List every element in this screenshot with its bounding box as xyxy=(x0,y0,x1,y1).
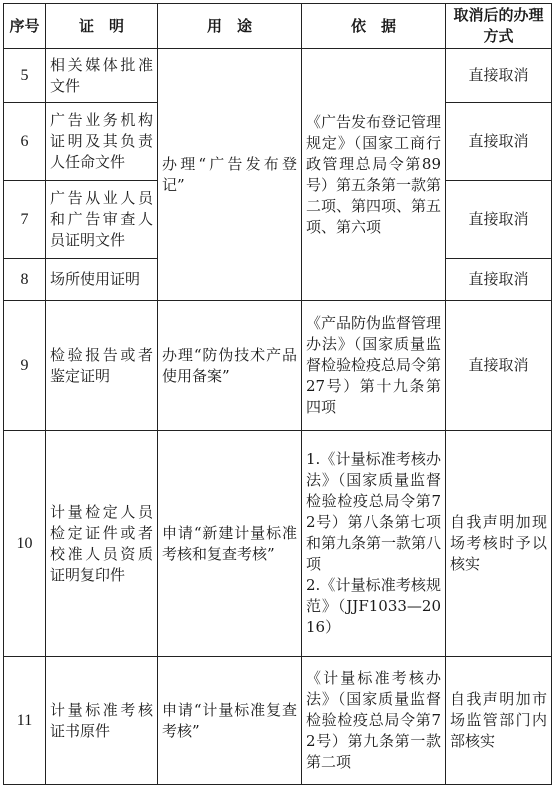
certificate-name: 相关媒体批准文件 xyxy=(46,49,158,103)
header-purpose: 用 途 xyxy=(158,4,302,49)
cancel-method: 自我声明加现场考核时予以核实 xyxy=(446,431,552,657)
basis-item-1: 1.《计量标准考核办法》（国家质量监督检验检疫总局令第72号）第八条第七项和第九条第一款第八项 xyxy=(306,450,442,573)
table-row xyxy=(4,49,552,103)
header-certificate: 证 明 xyxy=(46,4,158,49)
basis-cell xyxy=(302,431,446,657)
row-number: 10 xyxy=(4,431,46,657)
header-no: 序号 xyxy=(4,4,46,49)
certificate-name: 广告从业人员和广告审查人员证明文件 xyxy=(46,181,158,259)
purpose-cell: 办理“防伪技术产品使用备案” xyxy=(158,301,302,431)
basis-item-2: 2.《计量标准考核规范》（JJF1033—2016） xyxy=(306,576,441,636)
table-row xyxy=(4,431,552,657)
purpose-cell: 申请“计量标准复查考核” xyxy=(158,657,302,785)
cancel-method: 直接取消 xyxy=(446,259,552,301)
row-number: 11 xyxy=(4,657,46,785)
table-header-row xyxy=(4,4,552,49)
purpose-cell: 申请“新建计量标准考核和复查考核” xyxy=(158,431,302,657)
certificate-table xyxy=(3,3,552,785)
table-row xyxy=(4,657,552,785)
row-number: 6 xyxy=(4,103,46,181)
table-row xyxy=(4,301,552,431)
row-number: 5 xyxy=(4,49,46,103)
row-number: 7 xyxy=(4,181,46,259)
basis-cell: 《广告发布登记管理规定》（国家工商行政管理总局令第89号）第五条第一款第二项、第四项、第五项、第六项 xyxy=(302,49,446,301)
purpose-cell: 办理“广告发布登记” xyxy=(158,49,302,301)
cancel-method: 直接取消 xyxy=(446,301,552,431)
certificate-name: 计量检定人员检定证件或者校准人员资质证明复印件 xyxy=(46,431,158,657)
certificate-name: 检验报告或者鉴定证明 xyxy=(46,301,158,431)
certificate-name: 计量标准考核证书原件 xyxy=(46,657,158,785)
header-basis: 依 据 xyxy=(302,4,446,49)
basis-cell: 《计量标准考核办法》（国家质量监督检验检疫总局令第72号）第九条第一款第二项 xyxy=(302,657,446,785)
certificate-name: 广告业务机构证明及其负责人任命文件 xyxy=(46,103,158,181)
row-number: 9 xyxy=(4,301,46,431)
basis-cell: 《产品防伪监督管理办法》（国家质量监督检验检疫总局令第27号）第十九条第四项 xyxy=(302,301,446,431)
cancel-method: 自我声明加市场监管部门内部核实 xyxy=(446,657,552,785)
cancel-method: 直接取消 xyxy=(446,49,552,103)
cancel-method: 直接取消 xyxy=(446,103,552,181)
cancel-method: 直接取消 xyxy=(446,181,552,259)
certificate-name: 场所使用证明 xyxy=(46,259,158,301)
header-method: 取消后的办理方式 xyxy=(446,4,552,49)
row-number: 8 xyxy=(4,259,46,301)
